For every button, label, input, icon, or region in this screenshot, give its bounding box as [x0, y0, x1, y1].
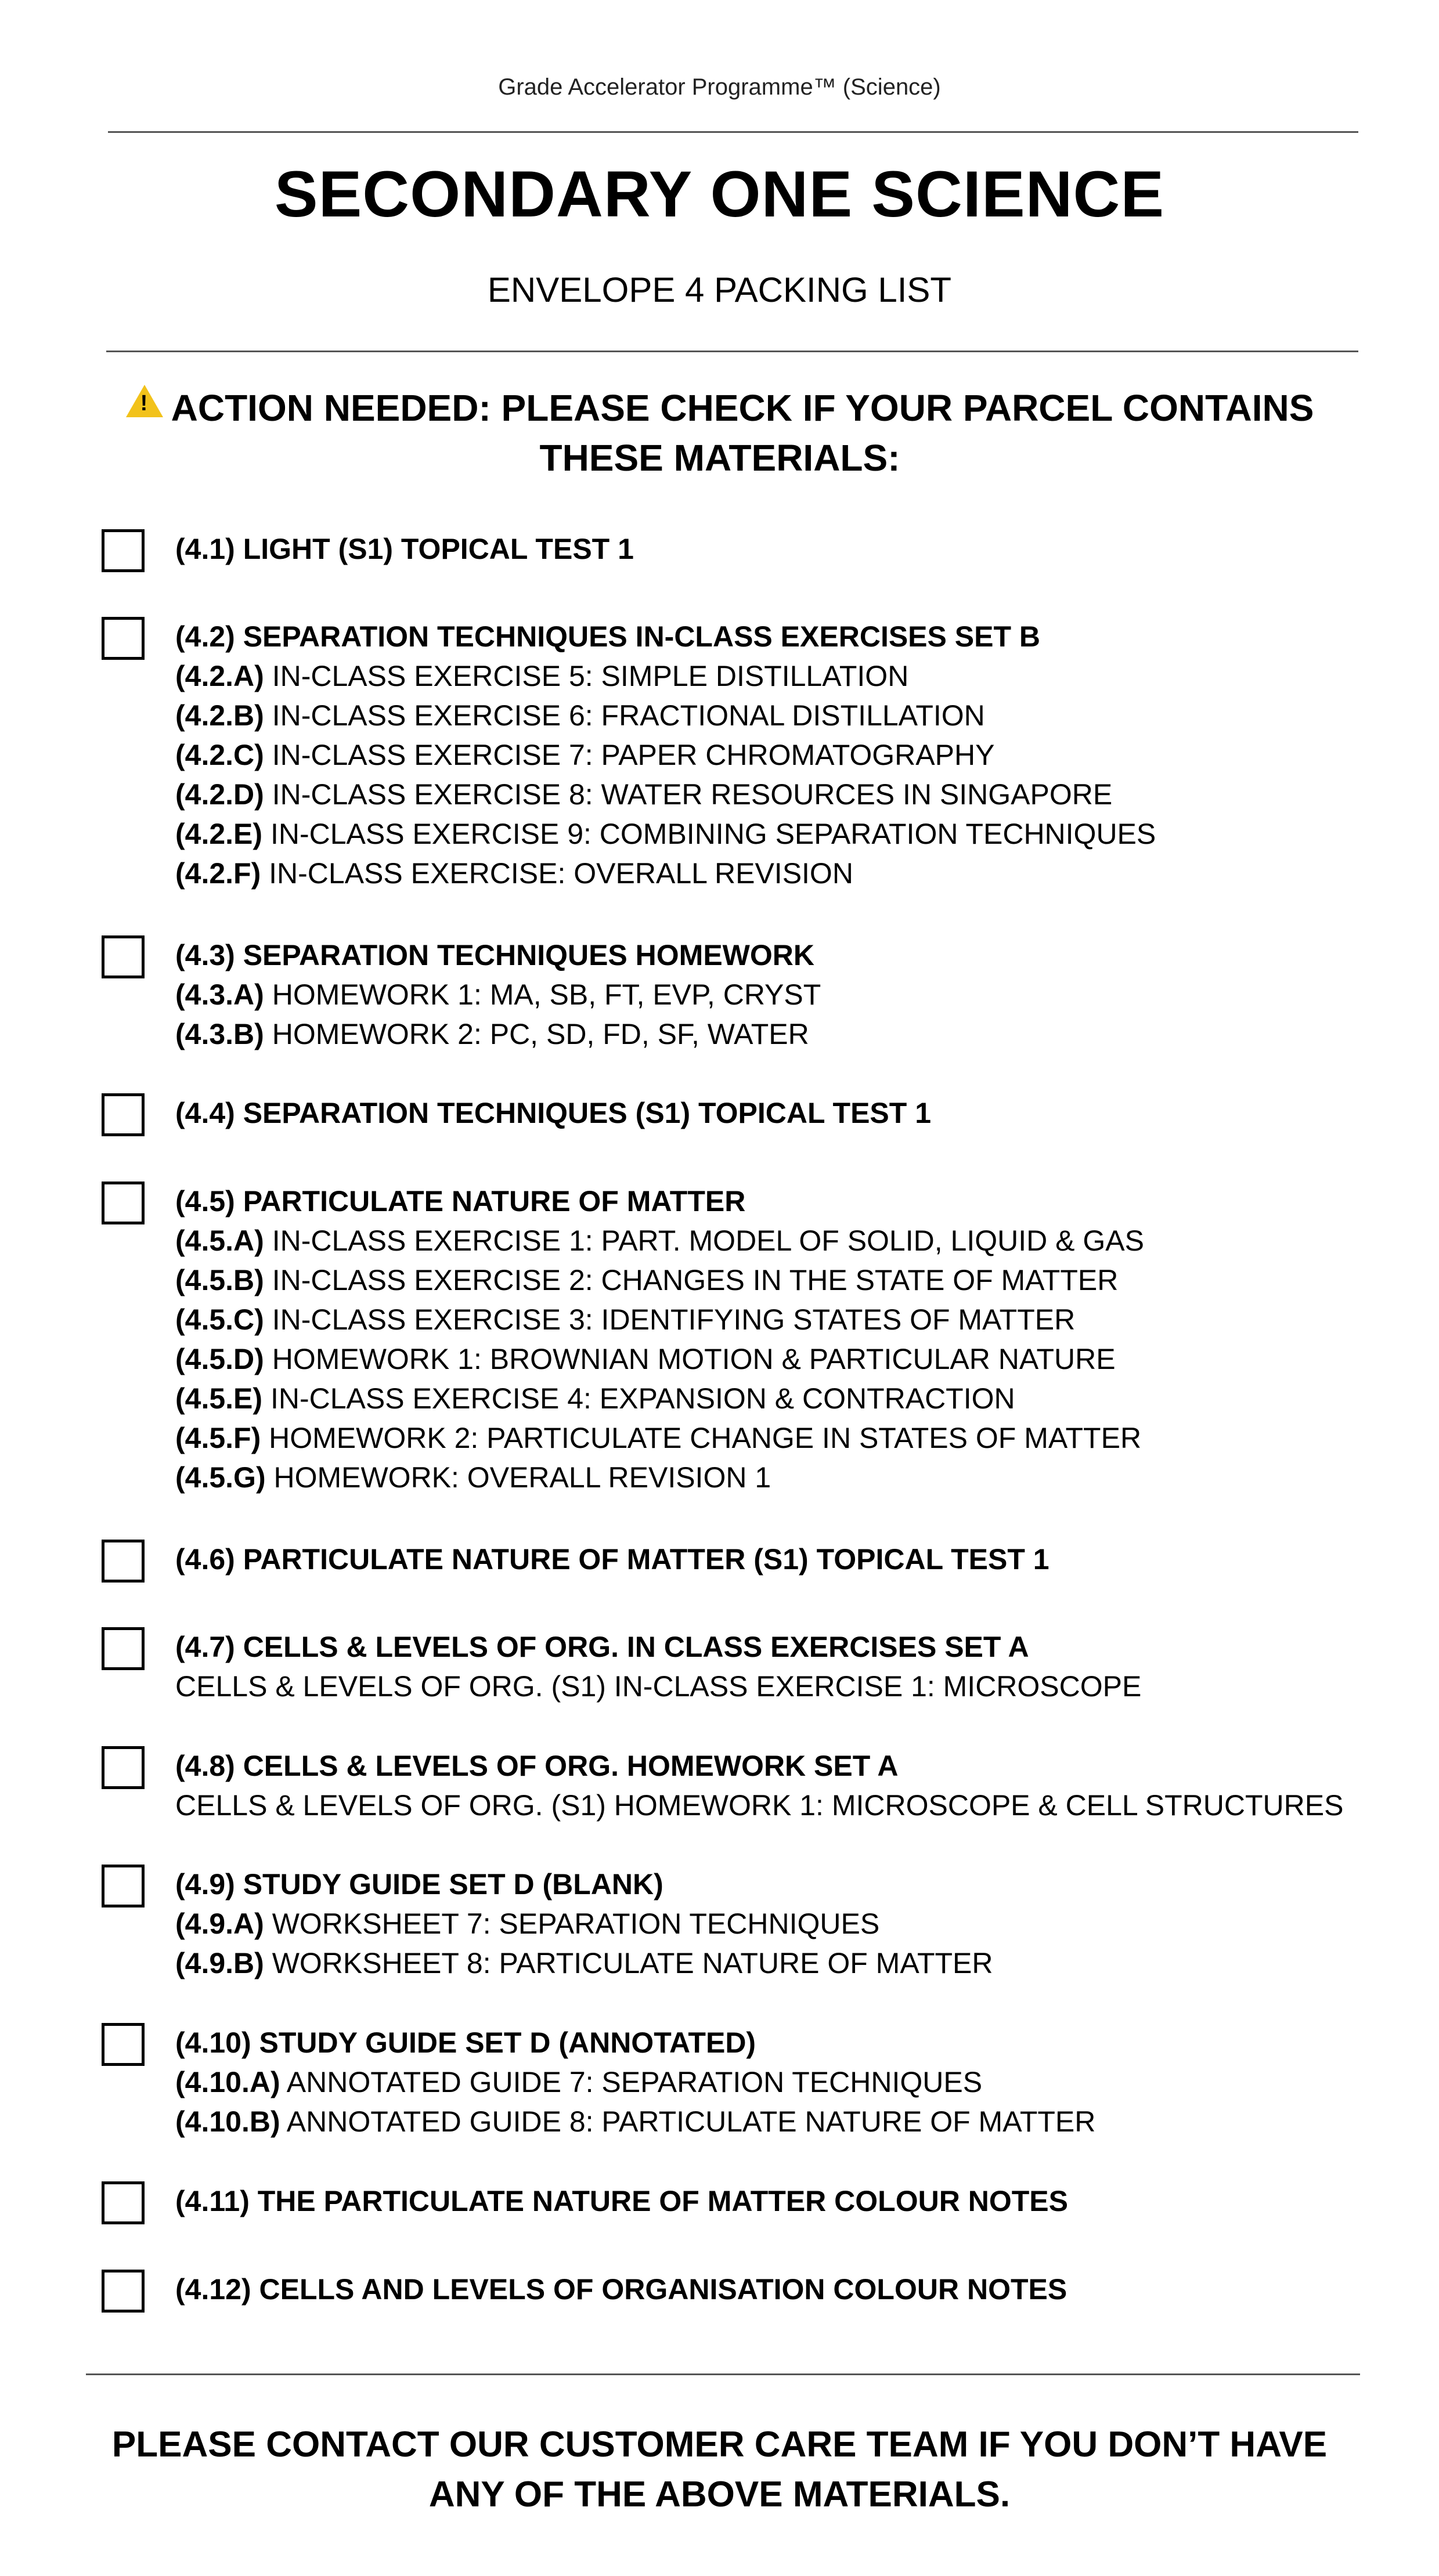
sub-item-code: (4.3.A): [175, 978, 264, 1011]
sub-item-label: HOMEWORK 1: BROWNIAN MOTION & PARTICULAR NATURE: [264, 1343, 1116, 1375]
checkbox[interactable]: [102, 2023, 145, 2066]
sub-item-code: (4.5.A): [175, 1224, 264, 1257]
item-title: (4.9) STUDY GUIDE SET D (BLANK): [175, 1868, 663, 1901]
sub-item-code: (4.5.B): [175, 1264, 264, 1296]
sub-item-code: (4.3.B): [175, 1018, 264, 1050]
sub-item-label: IN-CLASS EXERCISE 3: IDENTIFYING STATES OF MATTER: [264, 1303, 1076, 1336]
sub-item-label: IN-CLASS EXERCISE 6: FRACTIONAL DISTILLATION: [264, 699, 985, 732]
footer-notice: [58, 2420, 1381, 2520]
sub-item-code: (4.2.E): [175, 818, 263, 850]
sub-item: [175, 1458, 1144, 1497]
item-title: (4.10) STUDY GUIDE SET D (ANNOTATED): [175, 2026, 756, 2059]
item-title: (4.3) SEPARATION TECHNIQUES HOMEWORK: [175, 939, 814, 971]
item-text: [175, 1746, 1343, 1825]
action-line-2: THESE MATERIALS:: [539, 437, 900, 479]
checkbox[interactable]: [102, 1865, 145, 1907]
item-text: [175, 1627, 1141, 1706]
item-title: (4.7) CELLS & LEVELS OF ORG. IN CLASS EXERCISES SET A: [175, 1631, 1029, 1663]
action-line-1: ACTION NEEDED: PLEASE CHECK IF YOUR PARCEL CONTAINS: [171, 387, 1314, 429]
sub-item-label: HOMEWORK 1: MA, SB, FT, EVP, CRYST: [264, 978, 821, 1011]
sub-item: [175, 854, 1156, 893]
sub-item-label: IN-CLASS EXERCISE 2: CHANGES IN THE STATE OF MATTER: [264, 1264, 1119, 1296]
sub-item-code: (4.2.F): [175, 857, 261, 890]
checkbox[interactable]: [102, 1093, 145, 1136]
checkbox[interactable]: [102, 935, 145, 978]
item-text: [175, 617, 1156, 893]
sub-item-code: (4.9.A): [175, 1907, 264, 1940]
sub-item: [175, 1943, 993, 1983]
item-text: [175, 1182, 1144, 1497]
item-text: [175, 2181, 1068, 2221]
sub-item: [175, 2102, 1095, 2141]
sub-item: [175, 735, 1156, 775]
checkbox[interactable]: [102, 1746, 145, 1789]
sub-item-label: IN-CLASS EXERCISE 4: EXPANSION & CONTRACTION: [262, 1382, 1015, 1415]
sub-item-label: HOMEWORK: OVERALL REVISION 1: [265, 1461, 771, 1494]
page-title: SECONDARY ONE SCIENCE: [274, 158, 1165, 230]
program-name: Grade Accelerator Programme™ (Science): [498, 74, 941, 100]
divider-bottom: [86, 2373, 1360, 2375]
footer-line-2: ANY OF THE ABOVE MATERIALS.: [428, 2474, 1011, 2514]
sub-item-label: ANNOTATED GUIDE 7: SEPARATION TECHNIQUES: [280, 2066, 983, 2098]
sub-item-label: HOMEWORK 2: PARTICULATE CHANGE IN STATES OF MATTER: [261, 1422, 1142, 1454]
item-text: [175, 1865, 993, 1983]
sub-item: [175, 1667, 1141, 1706]
sub-item-code: (4.5.C): [175, 1303, 264, 1336]
checkbox[interactable]: [102, 2181, 145, 2224]
sub-item-label: CELLS & LEVELS OF ORG. (S1) HOMEWORK 1: MICROSCOPE & CELL STRUCTURES: [175, 1789, 1344, 1822]
checkbox[interactable]: [102, 617, 145, 660]
checkbox[interactable]: [102, 1182, 145, 1224]
checkbox[interactable]: [102, 529, 145, 572]
sub-item-label: WORKSHEET 7: SEPARATION TECHNIQUES: [264, 1907, 880, 1940]
item-title: (4.8) CELLS & LEVELS OF ORG. HOMEWORK SET A: [175, 1750, 899, 1782]
sub-item: [175, 975, 821, 1014]
sub-item: [175, 1379, 1144, 1418]
sub-item-code: (4.5.F): [175, 1422, 261, 1454]
sub-item: [175, 1260, 1144, 1300]
sub-item: [175, 1786, 1343, 1825]
item-title: (4.6) PARTICULATE NATURE OF MATTER (S1) TOPICAL TEST 1: [175, 1543, 1050, 1576]
sub-item-code: (4.5.E): [175, 1382, 263, 1415]
checkbox[interactable]: [102, 1540, 145, 1583]
sub-item-label: IN-CLASS EXERCISE: OVERALL REVISION: [261, 857, 853, 890]
sub-item: [175, 2062, 1095, 2102]
sub-item: [175, 1014, 821, 1054]
sub-item: [175, 656, 1156, 696]
item-title: (4.5) PARTICULATE NATURE OF MATTER: [175, 1185, 746, 1217]
page-subtitle: ENVELOPE 4 PACKING LIST: [487, 270, 952, 309]
divider-top: [108, 131, 1358, 133]
sub-item-code: (4.10.A): [175, 2066, 280, 2098]
item-text: [175, 1093, 931, 1133]
sub-item-label: IN-CLASS EXERCISE 8: WATER RESOURCES IN SINGAPORE: [264, 778, 1113, 811]
warning-icon: !: [126, 385, 163, 417]
sub-item-code: (4.2.C): [175, 739, 264, 771]
sub-item: [175, 1221, 1144, 1260]
checkbox[interactable]: [102, 1627, 145, 1670]
sub-item-label: IN-CLASS EXERCISE 7: PAPER CHROMATOGRAPHY: [264, 739, 995, 771]
sub-item-label: IN-CLASS EXERCISE 5: SIMPLE DISTILLATION: [264, 660, 909, 692]
sub-item-code: (4.5.D): [175, 1343, 264, 1375]
item-title: (4.12) CELLS AND LEVELS OF ORGANISATION COLOUR NOTES: [175, 2273, 1067, 2306]
sub-item-code: (4.2.B): [175, 699, 264, 732]
item-text: [175, 1540, 1050, 1579]
sub-item-label: CELLS & LEVELS OF ORG. (S1) IN-CLASS EXERCISE 1: MICROSCOPE: [175, 1670, 1142, 1703]
item-text: [175, 529, 634, 569]
item-title: (4.4) SEPARATION TECHNIQUES (S1) TOPICAL TEST 1: [175, 1097, 932, 1129]
sub-item-code: (4.9.B): [175, 1947, 264, 1979]
checkbox[interactable]: [102, 2270, 145, 2313]
sub-item-code: (4.2.D): [175, 778, 264, 811]
sub-item-label: WORKSHEET 8: PARTICULATE NATURE OF MATTER: [264, 1947, 993, 1979]
item-title: (4.11) THE PARTICULATE NATURE OF MATTER COLOUR NOTES: [175, 2185, 1068, 2217]
sub-item: [175, 1339, 1144, 1379]
item-text: [175, 2270, 1067, 2309]
sub-item-code: (4.10.B): [175, 2105, 280, 2138]
sub-item: [175, 814, 1156, 854]
item-text: [175, 2023, 1095, 2141]
sub-item-label: ANNOTATED GUIDE 8: PARTICULATE NATURE OF MATTER: [280, 2105, 1096, 2138]
footer-line-1: PLEASE CONTACT OUR CUSTOMER CARE TEAM IF YOU DON’T HAVE: [111, 2425, 1328, 2465]
divider-middle: [106, 351, 1358, 352]
item-title: (4.1) LIGHT (S1) TOPICAL TEST 1: [175, 533, 634, 565]
sub-item-label: HOMEWORK 2: PC, SD, FD, SF, WATER: [264, 1018, 809, 1050]
sub-item-label: IN-CLASS EXERCISE 1: PART. MODEL OF SOLID, LIQUID & GAS: [264, 1224, 1144, 1257]
sub-item: [175, 696, 1156, 735]
sub-item-code: (4.2.A): [175, 660, 264, 692]
sub-item-code: (4.5.G): [175, 1461, 266, 1494]
action-notice: [116, 383, 1323, 483]
sub-item: [175, 775, 1156, 814]
sub-item: [175, 1300, 1144, 1339]
item-text: [175, 935, 821, 1054]
sub-item-label: IN-CLASS EXERCISE 9: COMBINING SEPARATION TECHNIQUES: [262, 818, 1156, 850]
sub-item: [175, 1418, 1144, 1458]
item-title: (4.2) SEPARATION TECHNIQUES IN-CLASS EXERCISES SET B: [175, 620, 1041, 653]
sub-item: [175, 1904, 993, 1943]
